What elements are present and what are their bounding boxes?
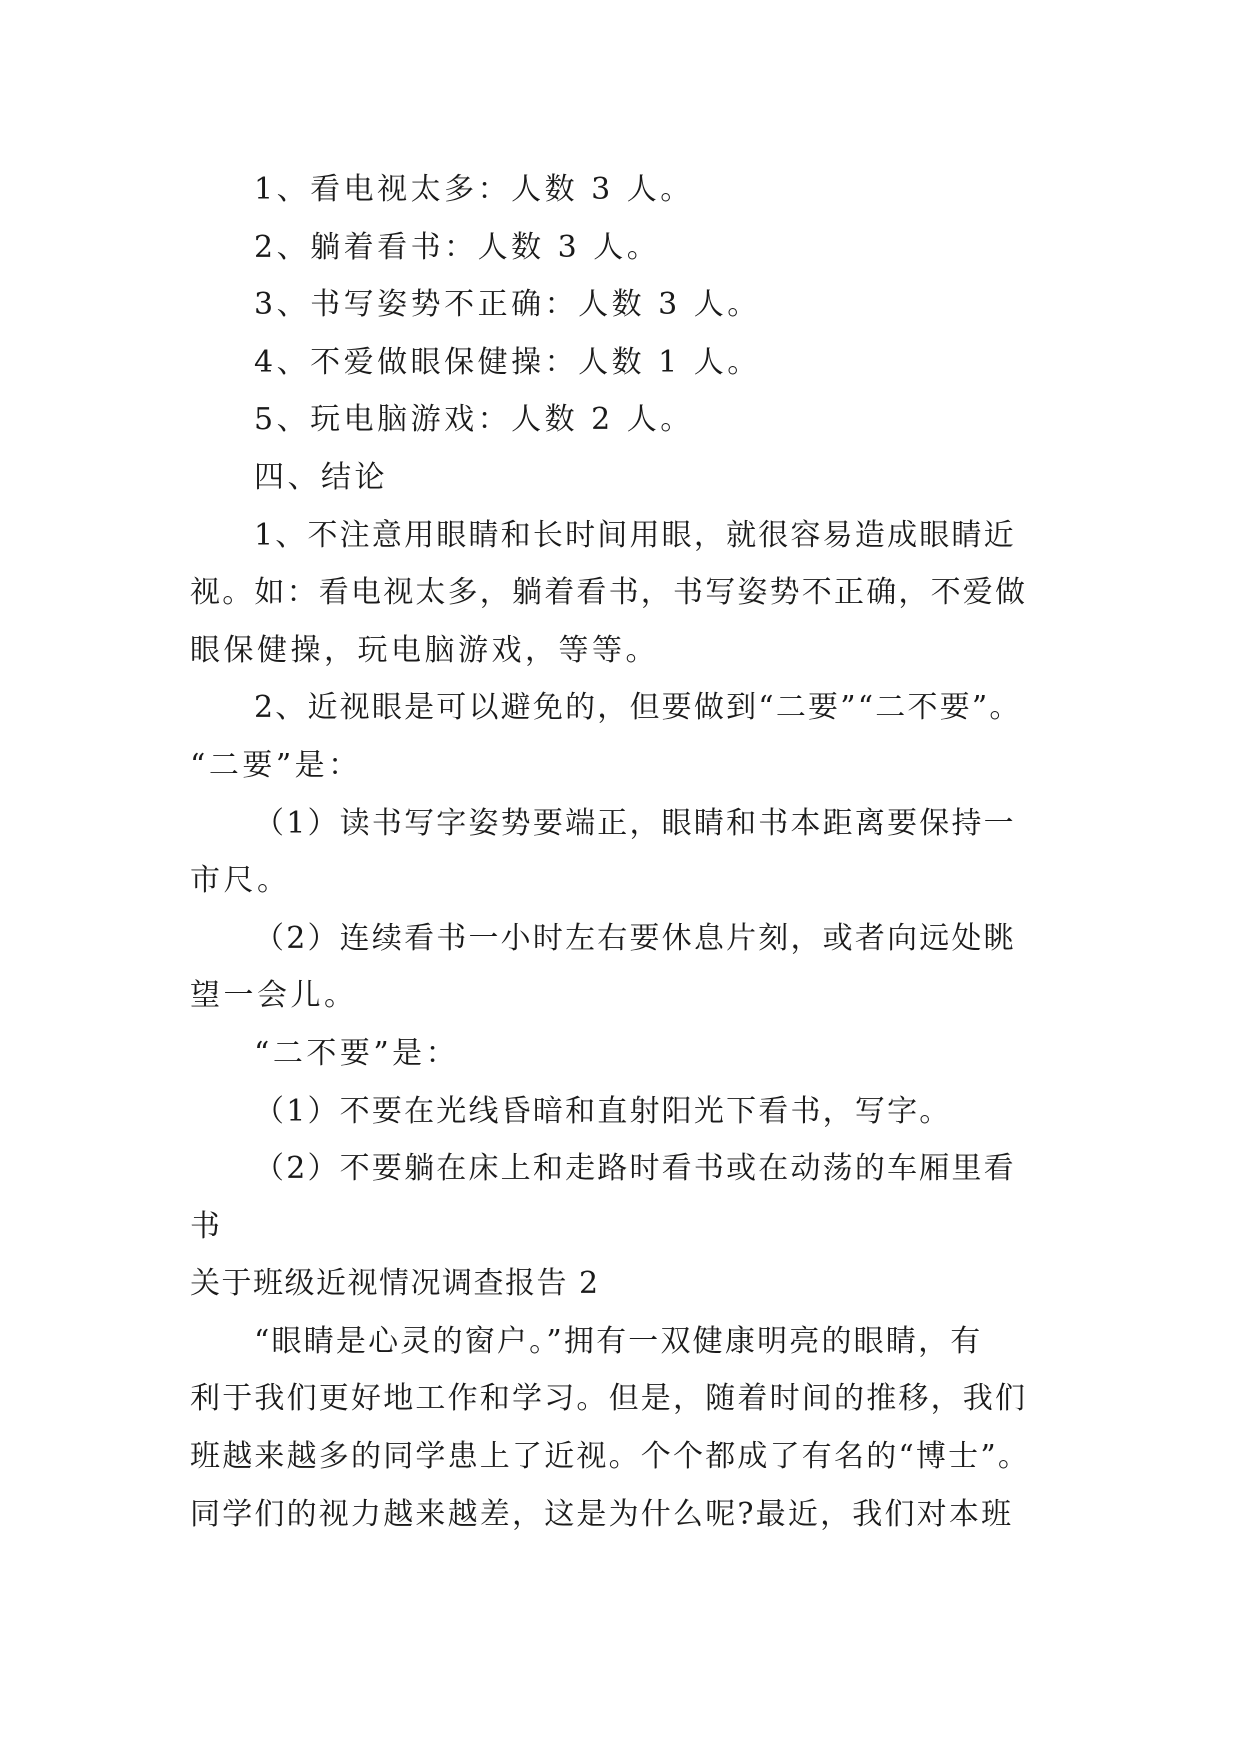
paragraph-line: “二要”是： [190, 747, 362, 783]
paragraph-line: （1）读书写字姿势要端正，眼睛和书本距离要保持一 [254, 805, 1016, 841]
paragraph-line: （2）不要躺在床上和走路时看书或在动荡的车厢里看 [254, 1151, 1016, 1187]
section-heading-conclusion: 四、结论 [254, 459, 388, 495]
survey-item-3: 3、书写姿势不正确：人数 3 人。 [254, 287, 761, 323]
paragraph-line: 视。如：看电视太多，躺着看书，书写姿势不正确，不爱做 [190, 575, 1028, 611]
paragraph-line: 利于我们更好地工作和学习。但是，随着时间的推移，我们 [190, 1381, 1028, 1417]
paragraph-line: 书 [190, 1208, 224, 1244]
paragraph-line: （1）不要在光线昏暗和直射阳光下看书，写字。 [254, 1093, 952, 1129]
report-title: 关于班级近视情况调查报告 2 [190, 1266, 600, 1302]
paragraph-line: 1、不注意用眼睛和长时间用眼，就很容易造成眼睛近 [254, 517, 1016, 553]
paragraph-line: “眼睛是心灵的窗户。”拥有一双健康明亮的眼睛，有 [254, 1323, 983, 1359]
survey-item-4: 4、不爱做眼保健操：人数 1 人。 [254, 344, 761, 380]
survey-item-1: 1、看电视太多：人数 3 人。 [254, 172, 694, 207]
paragraph-line: 市尺。 [190, 863, 291, 899]
paragraph-line: 班越来越多的同学患上了近视。个个都成了有名的“博士”。 [190, 1439, 1031, 1475]
paragraph-line: “二不要”是： [254, 1035, 460, 1071]
survey-item-2: 2、躺着看书：人数 3 人。 [254, 229, 661, 265]
document-body [190, 161, 1031, 1543]
paragraph-line: 望一会儿。 [190, 978, 358, 1014]
paragraph-line: 同学们的视力越来越差，这是为什么呢?最近，我们对本班 [190, 1496, 1014, 1532]
paragraph-line: 2、近视眼是可以避免的，但要做到“二要”“二不要”。 [254, 690, 1022, 726]
survey-item-5: 5、玩电脑游戏：人数 2 人。 [254, 402, 694, 438]
paragraph-line: （2）连续看书一小时左右要休息片刻，或者向远处眺 [254, 920, 1016, 956]
paragraph-line: 眼保健操，玩电脑游戏，等等。 [190, 632, 659, 668]
